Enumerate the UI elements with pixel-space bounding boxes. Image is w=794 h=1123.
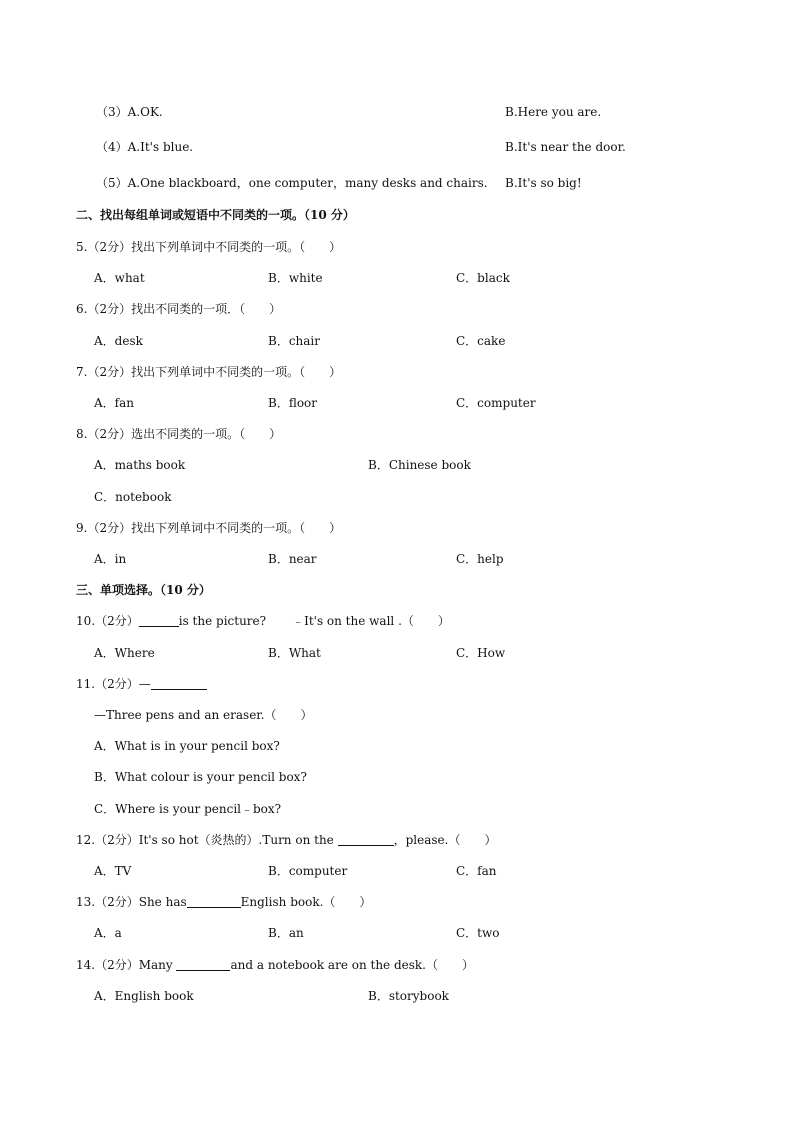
question-13-option-c[interactable]: C．two bbox=[456, 926, 500, 940]
question-7-option-c[interactable]: C．computer bbox=[456, 396, 536, 410]
question-8-stem: 8.（2分）选出不同类的一项。（ ） bbox=[76, 427, 282, 441]
question-14-option-b[interactable]: B．storybook bbox=[368, 989, 449, 1003]
question-13-stem bbox=[76, 894, 371, 910]
question-5-stem: 5.（2分）找出下列单词中不同类的一项。（ ） bbox=[76, 240, 342, 254]
question-12-option-a[interactable]: A．TV bbox=[94, 864, 132, 878]
match-5-left: （5）A.One blackboard，one computer，many desks and chairs. bbox=[96, 176, 488, 190]
question-11-number: 11.（2分）— bbox=[76, 677, 151, 691]
question-5-option-c[interactable]: C．black bbox=[456, 271, 510, 285]
question-12-stem bbox=[76, 832, 496, 848]
question-9-option-c[interactable]: C．help bbox=[456, 552, 504, 566]
question-11-blank[interactable] bbox=[151, 677, 207, 690]
question-10-after-blank: is the picture? bbox=[178, 614, 267, 628]
question-12-option-b[interactable]: B．computer bbox=[268, 864, 348, 878]
question-13-blank[interactable] bbox=[187, 895, 241, 908]
question-13-before-blank: 13.（2分）She has bbox=[76, 895, 187, 909]
question-13-after-blank: English book.（ ） bbox=[240, 895, 372, 909]
question-9-option-b[interactable]: B．near bbox=[268, 552, 317, 566]
question-10-option-c[interactable]: C．How bbox=[456, 646, 506, 660]
question-13-option-a[interactable]: A．a bbox=[94, 926, 122, 940]
question-10-option-b[interactable]: B．What bbox=[268, 646, 321, 660]
question-10-option-a[interactable]: A．Where bbox=[94, 646, 155, 660]
question-14-blank[interactable] bbox=[176, 958, 230, 971]
section-3-title: 三、单项选择。（10 分） bbox=[76, 583, 211, 597]
question-14-after-blank: and a notebook are on the desk.（ ） bbox=[230, 958, 474, 972]
question-7-option-b[interactable]: B．floor bbox=[268, 396, 318, 410]
question-7-stem: 7.（2分）找出下列单词中不同类的一项。（ ） bbox=[76, 365, 342, 379]
question-6-option-a[interactable]: A．desk bbox=[94, 334, 143, 348]
question-14-option-a[interactable]: A．English book bbox=[94, 989, 194, 1003]
match-3-right: B.Here you are. bbox=[505, 105, 602, 119]
question-8-option-c[interactable]: C．notebook bbox=[94, 490, 172, 504]
question-7-option-a[interactable]: A．fan bbox=[94, 396, 134, 410]
question-11-stem bbox=[76, 676, 207, 692]
question-12-option-c[interactable]: C．fan bbox=[456, 864, 497, 878]
question-5-option-b[interactable]: B．white bbox=[268, 271, 323, 285]
question-10-number: 10.（2分） bbox=[76, 614, 139, 628]
question-11-option-a[interactable]: A．What is in your pencil box? bbox=[94, 739, 280, 753]
question-12-before-blank: 12.（2分）It's so hot（炎热的）.Turn on the bbox=[76, 833, 338, 847]
question-10-stem bbox=[76, 613, 450, 629]
question-8-option-a[interactable]: A．maths book bbox=[94, 458, 186, 472]
section-2-title: 二、找出每组单词或短语中不同类的一项。（10 分） bbox=[76, 208, 355, 222]
match-3-left: （3）A.OK. bbox=[96, 105, 163, 119]
question-6-option-b[interactable]: B．chair bbox=[268, 334, 320, 348]
question-6-stem: 6.（2分）找出不同类的一项．（ ） bbox=[76, 302, 282, 316]
question-8-option-b[interactable]: B．Chinese book bbox=[368, 458, 471, 472]
question-14-before-blank: 14.（2分）Many bbox=[76, 958, 177, 972]
question-10-reply: ﹣It's on the wall .（ ） bbox=[292, 614, 450, 628]
question-6-option-c[interactable]: C．cake bbox=[456, 334, 506, 348]
question-14-stem bbox=[76, 957, 474, 973]
match-4-right: B.It's near the door. bbox=[505, 140, 626, 154]
question-10-blank[interactable] bbox=[139, 614, 179, 627]
question-11-line-2: —Three pens and an eraser.（ ） bbox=[94, 708, 313, 722]
question-12-after-blank: ，please.（ ） bbox=[393, 833, 497, 847]
match-5-right: B.It's so big! bbox=[505, 176, 582, 190]
question-12-blank[interactable] bbox=[338, 833, 394, 846]
question-13-option-b[interactable]: B．an bbox=[268, 926, 304, 940]
question-5-option-a[interactable]: A．what bbox=[94, 271, 145, 285]
question-9-stem: 9.（2分）找出下列单词中不同类的一项。（ ） bbox=[76, 521, 342, 535]
question-11-option-b[interactable]: B．What colour is your pencil box? bbox=[94, 770, 307, 784]
question-9-option-a[interactable]: A．in bbox=[94, 552, 127, 566]
question-11-option-c[interactable]: C．Where is your pencil﹣box? bbox=[94, 802, 282, 816]
match-4-left: （4）A.It's blue. bbox=[96, 140, 194, 154]
